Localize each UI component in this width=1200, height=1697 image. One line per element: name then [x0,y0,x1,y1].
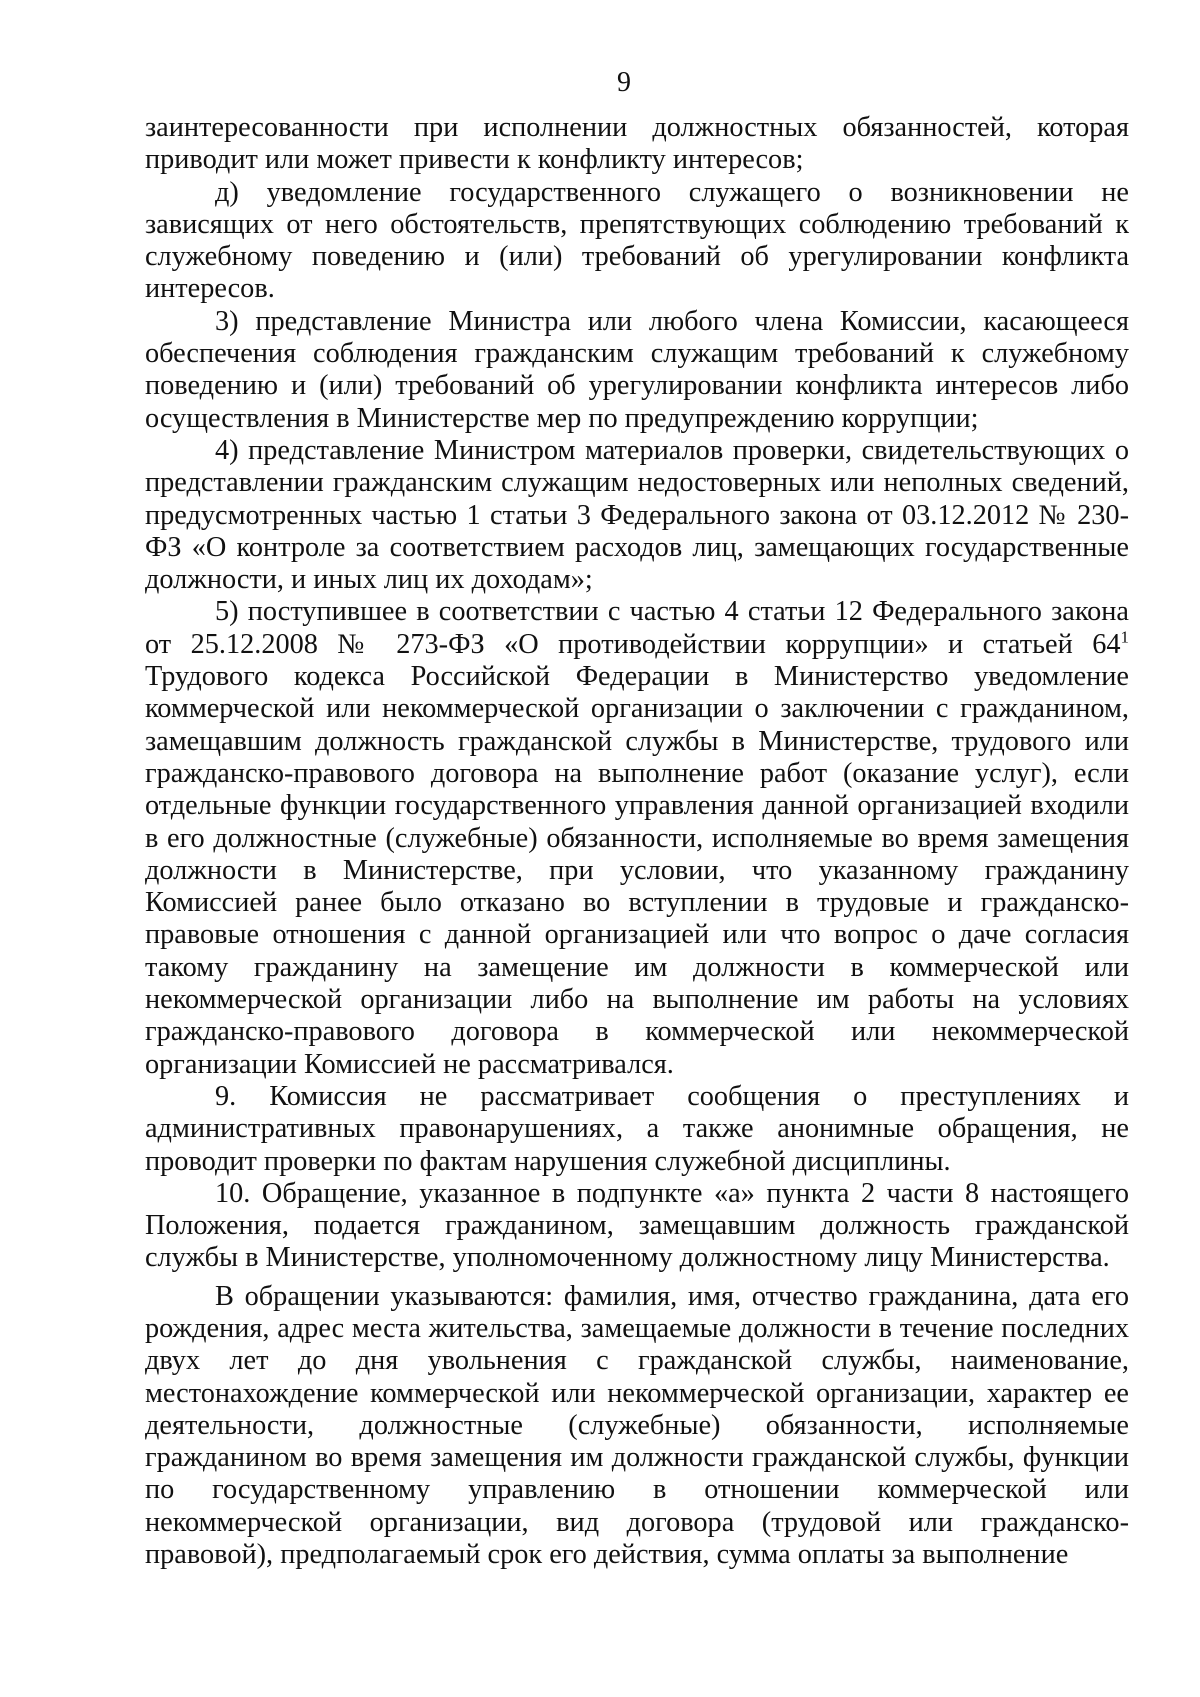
superscript-1: 1 [1120,627,1129,647]
paragraph-item-5 [145,596,1129,1080]
paragraph-subitem-d: д) уведомление государственного служащего о возникновении не зависящих от него обстоятельств, препятствующих соблюдению требований к служебному поведению и (или) требований об урегулировании конфликта интересов. [145,176,1129,305]
document-body [145,112,1129,1571]
paragraph-clause-10: 10. Обращение, указанное в подпункте «а» пункта 2 части 8 настоящего Положения, подается гражданином, замещавшим должность гражданской службы в Министерстве, уполномоченному должностному лицу Министерства. [145,1177,1129,1274]
paragraph-item-4: 4) представление Министром материалов проверки, свидетельствующих о представлении гражданским служащим недостоверных или неполных сведений, предусмотренных частью 1 статьи 3 Федерального закона от 03.12.2012 № 230-ФЗ «О контроле за соответствием расходов лиц, замещающих государственные должности, и иных лиц их доходам»; [145,434,1129,596]
paragraph-clause-9: 9. Комиссия не рассматривает сообщения о преступлениях и административных правонарушениях, а также анонимные обращения, не проводит проверки по фактам нарушения служебной дисциплины. [145,1080,1129,1177]
paragraph-item-5-part-2: Трудового кодекса Российской Федерации в Министерство уведомление коммерческой или некоммерческой организации о заключении с гражданином, замещавшим должность гражданской службы в Министерстве, трудового или гражданско-правового договора на выполнение работ (оказание услуг), если отдельные функции государственного управления данной организацией входили в его должностные (служебные) обязанности, исполняемые во время замещения должности в Министерстве, при условии, что указанному гражданину Комиссией ранее было отказано во вступлении в трудовые и гражданско-правовые отношения с данной организацией или что вопрос о даче согласия такому гражданину на замещение им должности в коммерческой или некоммерческой организации либо на выполнение им работы на условиях гражданско-правового договора в коммерческой или некоммерческой организации Комиссией не рассматривался. [145,661,1129,1080]
page-number: 9 [617,67,631,98]
paragraph-item-3: 3) представление Министра или любого члена Комиссии, касающееся обеспечения соблюдения гражданским служащим требований к служебному поведению и (или) требований об урегулировании конфликта интересов либо осуществления в Министерстве мер по предупреждению коррупции; [145,305,1129,434]
paragraph-appeal-contents: В обращении указываются: фамилия, имя, отчество гражданина, дата его рождения, адрес места жительства, замещаемые должности в течение последних двух лет до дня увольнения с гражданской службы, наименование, местонахождение коммерческой или некоммерческой организации, характер ее деятельности, должностные (служебные) обязанности, исполняемые гражданином во время замещения им должности гражданской службы, функции по государственному управлению в отношении коммерческой или некоммерческой организации, вид договора (трудовой или гражданско-правовой), предполагаемый срок его действия, сумма оплаты за выполнение [145,1280,1129,1571]
paragraph-item-5-part-1: 5) поступившее в соответствии с частью 4 статьи 12 Федерального закона от 25.12.2008 № 273-ФЗ «О противодействии коррупции» и статьей 64 [145,596,1129,660]
paragraph-continuation: заинтересованности при исполнении должностных обязанностей, которая приводит или может привести к конфликту интересов; [145,112,1129,176]
